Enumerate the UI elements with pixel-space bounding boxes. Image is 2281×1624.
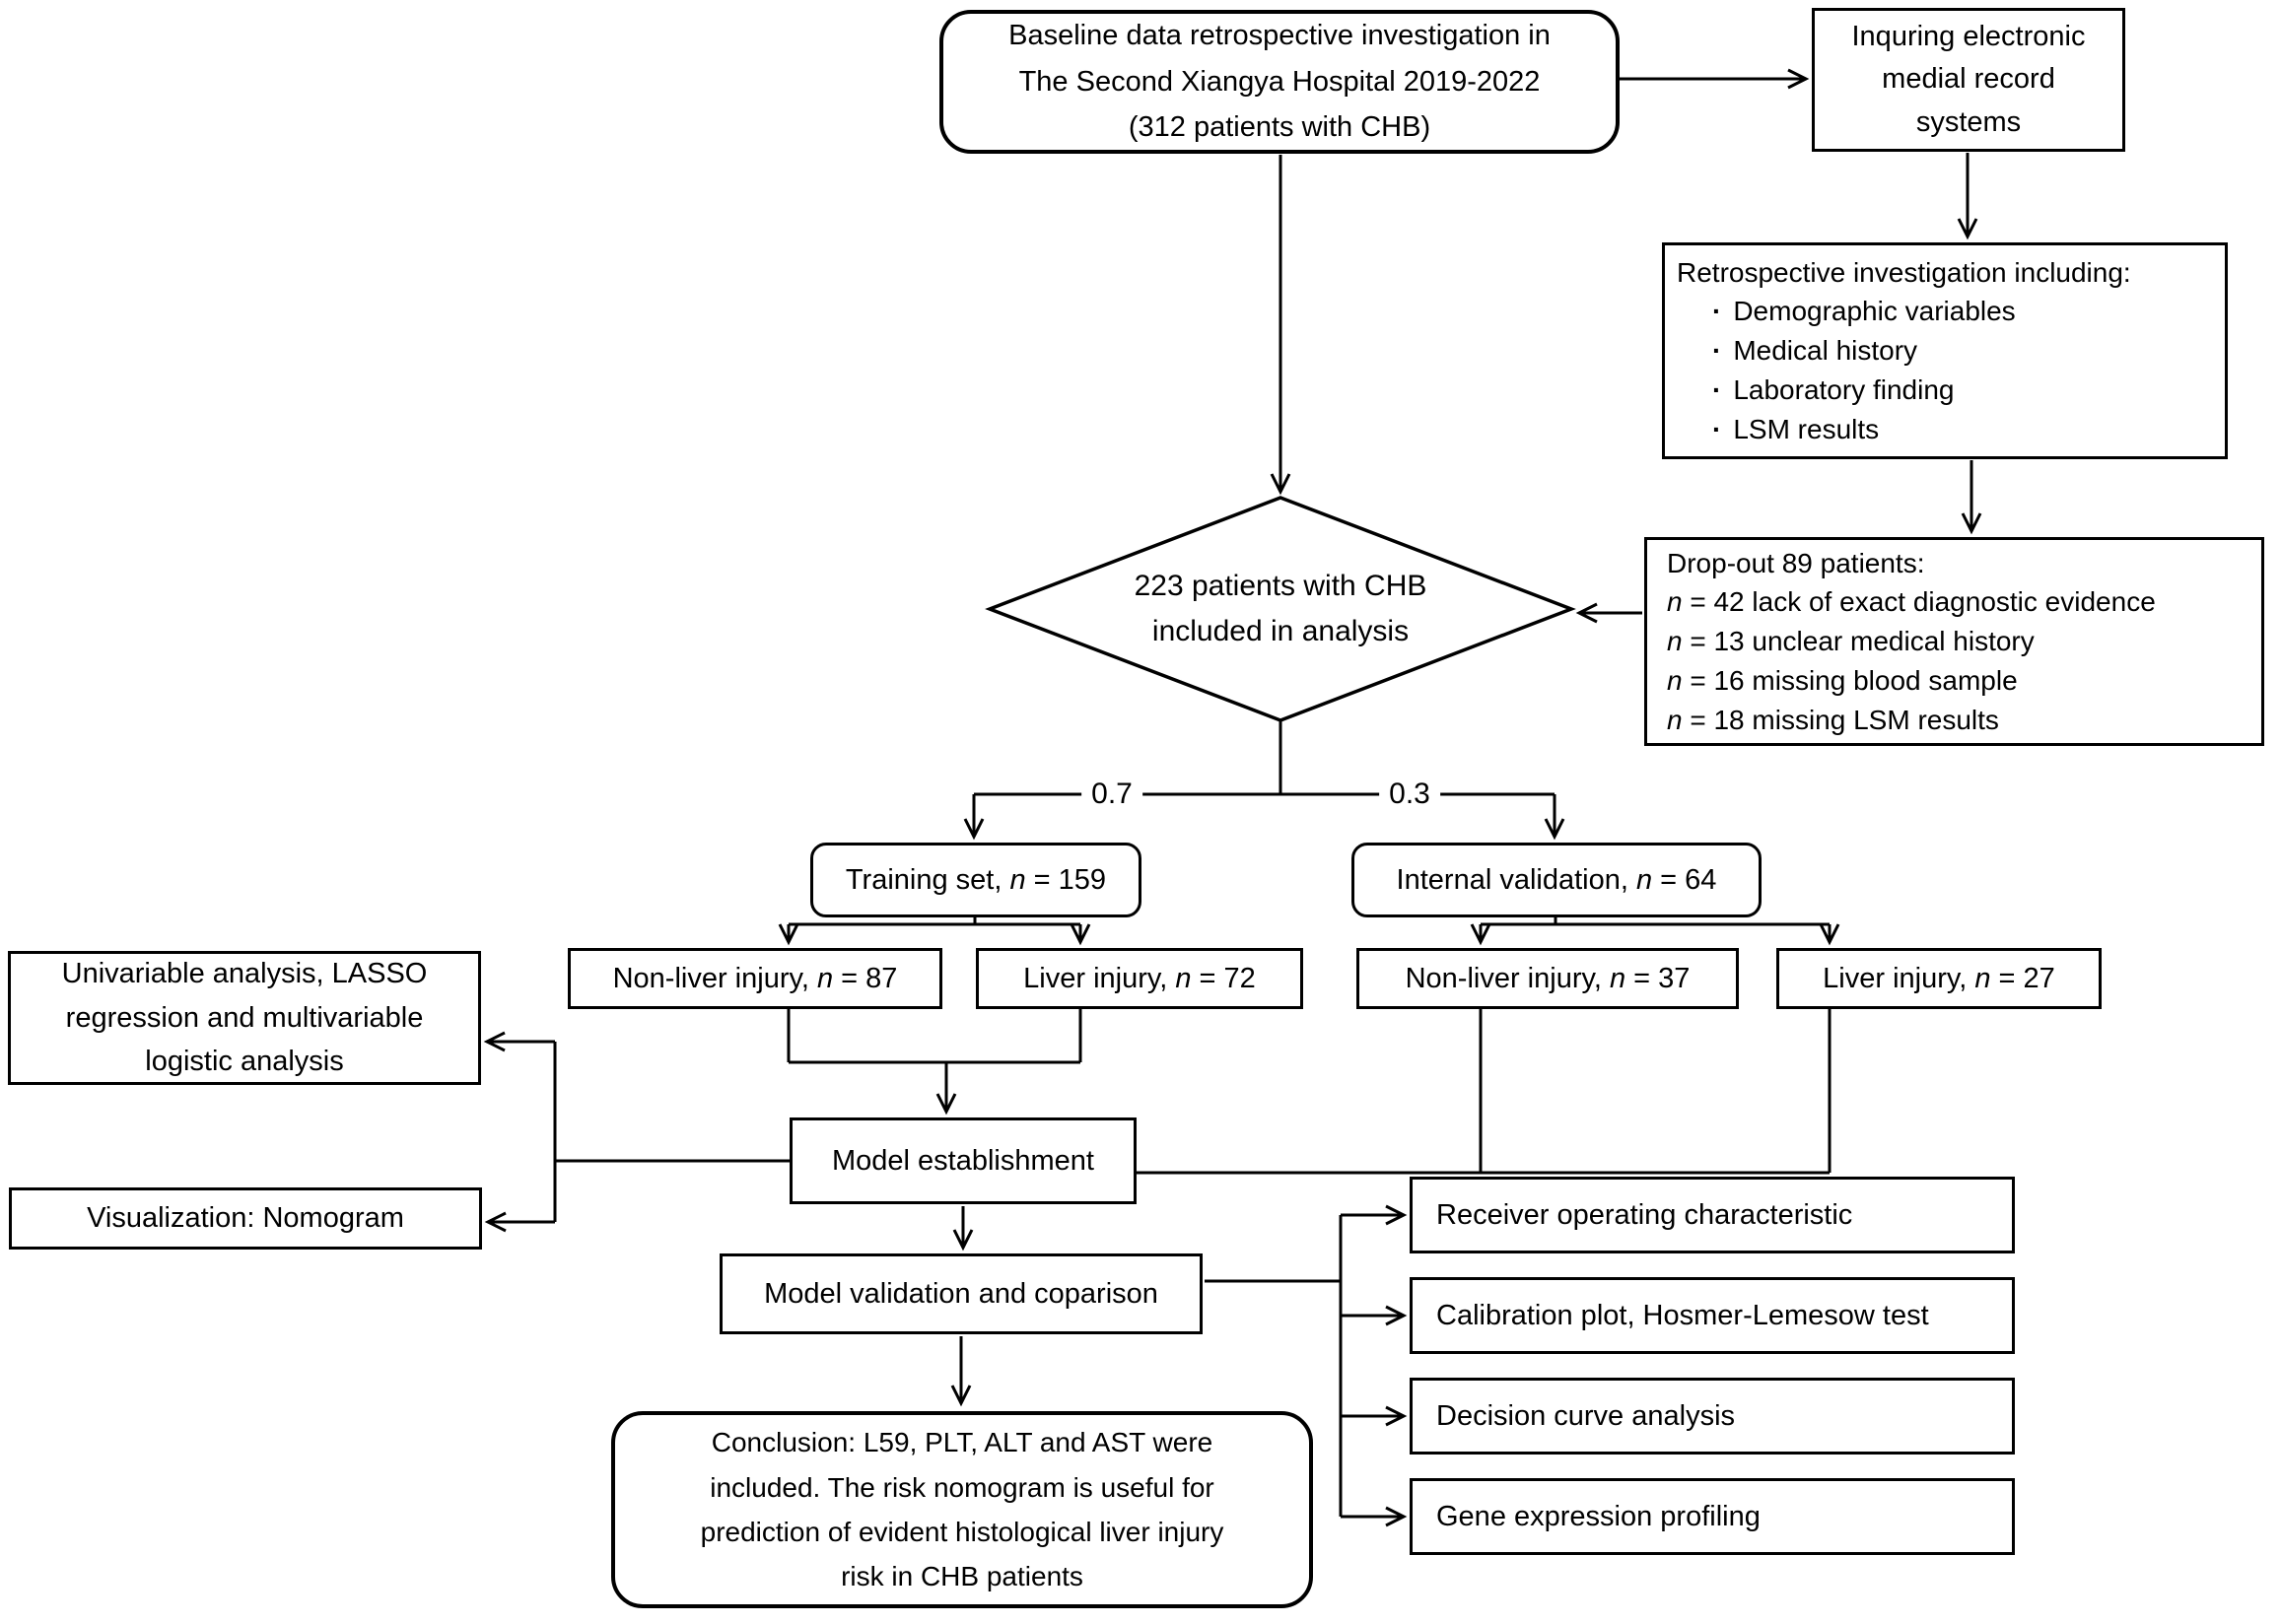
baseline-line-1: Baseline data retrospective investigation in	[1008, 20, 1551, 52]
calibration-label: Calibration plot, Hosmer-Lemesow test	[1436, 1299, 1929, 1331]
conclusion-line-1: Conclusion: L59, PLT, ALT and AST were	[711, 1427, 1213, 1458]
decision-diamond-label	[1059, 554, 1502, 664]
decision-curve-label: Decision curve analysis	[1436, 1399, 1736, 1432]
n-italic: n	[1974, 962, 1991, 994]
label-pre: Non-liver injury,	[1405, 962, 1610, 994]
dropout-box	[1644, 537, 2264, 746]
visualization-label: Visualization: Nomogram	[87, 1202, 404, 1235]
training-set-box	[810, 843, 1141, 917]
baseline-line-3: (312 patients with CHB)	[1128, 111, 1431, 144]
label-post: = 37	[1625, 962, 1691, 994]
model-establishment-label: Model establishment	[832, 1144, 1094, 1177]
liver-injury-training-label	[1023, 956, 1256, 1001]
bullet-dot: ·	[1712, 296, 1722, 327]
label-pre: Liver injury,	[1023, 962, 1176, 994]
label-pre: Non-liver injury,	[612, 962, 817, 994]
inquiring-line-1: Inquring electronic	[1851, 20, 2086, 52]
internal-validation-box	[1351, 843, 1762, 917]
nonliver-injury-validation-label	[1406, 956, 1691, 1001]
dropout-item-1	[1667, 582, 2156, 622]
dropout-text: = 13 unclear medical history	[1682, 626, 2035, 657]
n-italic: n	[1667, 664, 1683, 696]
conclusion-line-4: risk in CHB patients	[841, 1561, 1083, 1592]
inquiring-line-3: systems	[1915, 105, 2022, 138]
model-establishment-box	[790, 1117, 1137, 1204]
n-italic: n	[1609, 962, 1626, 994]
liver-injury-validation-label	[1823, 956, 2055, 1001]
nonliver-injury-training-label	[613, 956, 898, 1001]
liver-injury-validation-box	[1776, 948, 2102, 1009]
univariable-analysis-box	[8, 951, 481, 1085]
model-validation-box	[720, 1253, 1203, 1334]
baseline-box	[939, 10, 1620, 154]
n-italic: n	[1009, 863, 1026, 896]
bullet-dot: ·	[1712, 373, 1722, 405]
dropout-item-3	[1667, 661, 2018, 701]
n-italic: n	[1175, 962, 1192, 994]
nonliver-injury-training-box	[568, 948, 942, 1009]
roc-label: Receiver operating characteristic	[1436, 1198, 1853, 1231]
model-validation-label: Model validation and coparison	[764, 1277, 1158, 1310]
roc-box	[1410, 1177, 2015, 1253]
retrospective-bullet-1	[1677, 292, 2016, 331]
bullet-text: Demographic variables	[1733, 296, 2016, 327]
internal-validation-label	[1397, 857, 1717, 903]
gene-expression-box	[1410, 1478, 2015, 1555]
bullet-dot: ·	[1712, 413, 1722, 444]
training-set-label	[846, 857, 1106, 903]
n-italic: n	[1635, 863, 1653, 896]
label-post: = 87	[833, 962, 898, 994]
n-italic: n	[1667, 626, 1683, 657]
retrospective-bullet-4	[1677, 410, 1879, 449]
retrospective-box	[1662, 242, 2228, 459]
bullet-text: LSM results	[1733, 413, 1880, 444]
n-italic: n	[816, 962, 834, 994]
n-italic: n	[1667, 586, 1683, 618]
conclusion-box	[611, 1411, 1313, 1608]
bullet-text: Laboratory finding	[1733, 373, 1955, 405]
dropout-text: = 42 lack of exact diagnostic evidence	[1682, 586, 2156, 618]
label-post: = 27	[1990, 962, 2055, 994]
bullet-dot: ·	[1712, 335, 1722, 367]
retrospective-bullet-2	[1677, 331, 1917, 371]
label-post: = 159	[1025, 863, 1107, 896]
label-pre: Liver injury,	[1823, 962, 1975, 994]
univariable-line-1: Univariable analysis, LASSO	[61, 957, 428, 989]
label-pre: Training set,	[845, 863, 1010, 896]
inquiring-record-box	[1812, 8, 2125, 152]
baseline-line-2: The Second Xiangya Hospital 2019-2022	[1018, 65, 1541, 98]
gene-expression-label: Gene expression profiling	[1436, 1500, 1761, 1532]
nonliver-injury-validation-box	[1356, 948, 1739, 1009]
diamond-line-1: 223 patients with CHB	[1134, 569, 1427, 602]
visualization-nomogram-box	[9, 1187, 482, 1250]
n-italic: n	[1667, 704, 1683, 735]
retrospective-bullet-3	[1677, 371, 1954, 410]
label-post: = 64	[1652, 863, 1717, 896]
conclusion-line-3: prediction of evident histological liver injury	[700, 1517, 1224, 1547]
retrospective-title: Retrospective investigation including:	[1677, 256, 2131, 288]
label-pre: Internal validation,	[1396, 863, 1636, 896]
dropout-item-4	[1667, 701, 1999, 740]
dropout-text: = 18 missing LSM results	[1682, 704, 1999, 735]
decision-curve-box	[1410, 1378, 2015, 1455]
univariable-line-3: logistic analysis	[145, 1046, 344, 1078]
dropout-text: = 16 missing blood sample	[1682, 664, 2018, 696]
diamond-line-2: included in analysis	[1151, 615, 1410, 647]
inquiring-line-2: medial record	[1882, 63, 2055, 96]
conclusion-line-2: included. The risk nomogram is useful for	[710, 1471, 1214, 1503]
branch-ratio-left: 0.7	[1081, 778, 1142, 811]
bullet-text: Medical history	[1733, 335, 1918, 367]
univariable-line-2: regression and multivariable	[65, 1001, 424, 1034]
calibration-box	[1410, 1277, 2015, 1354]
label-post: = 72	[1191, 962, 1256, 994]
branch-ratio-right: 0.3	[1379, 778, 1440, 811]
liver-injury-training-box	[976, 948, 1303, 1009]
dropout-title: Drop-out 89 patients:	[1667, 547, 1925, 578]
dropout-item-2	[1667, 622, 2035, 661]
